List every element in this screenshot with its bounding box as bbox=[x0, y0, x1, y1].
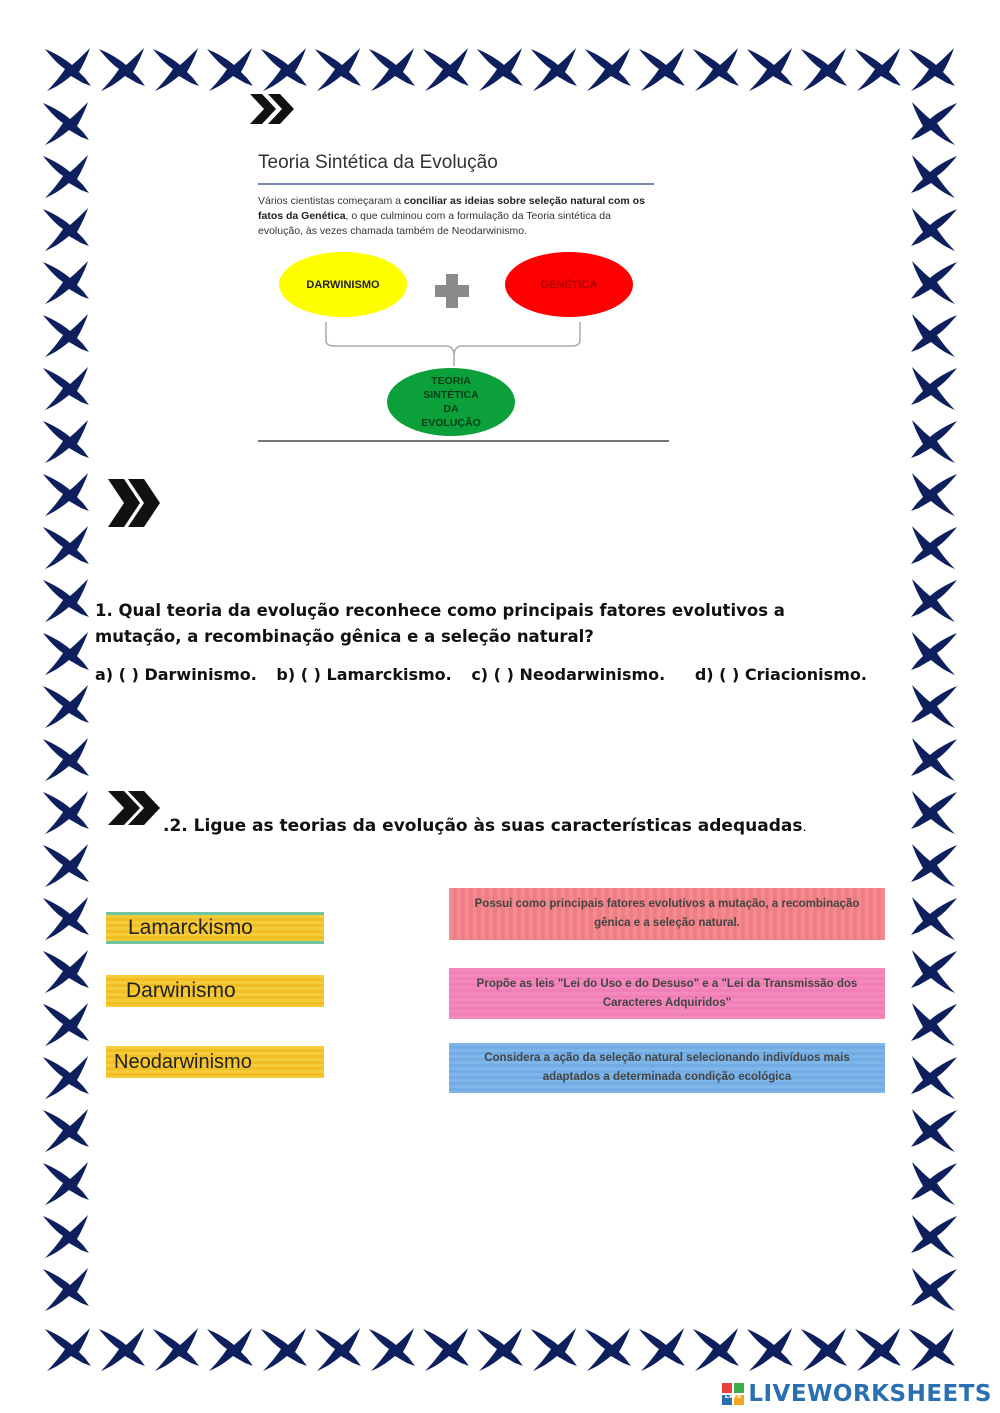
swallow-bird-icon bbox=[911, 844, 957, 887]
swallow-bird-icon bbox=[43, 1056, 89, 1099]
brace-connector bbox=[320, 320, 588, 370]
swallow-bird-icon bbox=[911, 1215, 957, 1258]
swallow-bird-icon bbox=[43, 1003, 89, 1046]
swallow-bird-icon bbox=[43, 632, 89, 675]
option-a[interactable]: a) ( ) Darwinismo. bbox=[95, 665, 257, 684]
chevron-bullet-top bbox=[248, 92, 296, 126]
swallow-bird-icon bbox=[585, 1328, 631, 1371]
description-lamarckismo[interactable]: Propõe as leis "Lei do Uso e do Desuso" e a "Lei da Transmissão dos Caracteres Adquiridos" bbox=[449, 968, 885, 1019]
swallow-bird-icon bbox=[153, 1328, 199, 1371]
swallow-bird-icon bbox=[639, 1328, 685, 1371]
swallow-bird-icon bbox=[261, 48, 307, 91]
theory-lamarckismo[interactable]: Lamarckismo bbox=[106, 912, 324, 944]
liveworksheets-brand: LIVEWORKSHEETS bbox=[748, 1381, 992, 1407]
swallow-bird-icon bbox=[315, 1328, 361, 1371]
swallow-bird-icon bbox=[911, 473, 957, 516]
swallow-bird-icon bbox=[911, 632, 957, 675]
swallow-bird-icon bbox=[693, 1328, 739, 1371]
swallow-bird-icon bbox=[315, 48, 361, 91]
swallow-bird-icon bbox=[911, 102, 957, 145]
swallow-bird-icon bbox=[585, 48, 631, 91]
description-neodarwinismo[interactable]: Possui como principais fatores evolutivos a mutação, a recombinação gênica e a seleção natural. bbox=[449, 888, 885, 940]
swallow-bird-icon bbox=[43, 367, 89, 410]
swallow-bird-icon bbox=[43, 102, 89, 145]
swallow-bird-icon bbox=[43, 261, 89, 304]
swallow-bird-icon bbox=[911, 738, 957, 781]
swallow-bird-icon bbox=[911, 950, 957, 993]
lws-badge-icon bbox=[722, 1383, 744, 1405]
svg-text:LWS: LWS bbox=[724, 1392, 742, 1400]
swallow-bird-icon bbox=[43, 526, 89, 569]
swallow-bird-icon bbox=[911, 526, 957, 569]
infographic-rule bbox=[258, 183, 654, 185]
swallow-bird-icon bbox=[153, 48, 199, 91]
swallow-bird-icon bbox=[531, 48, 577, 91]
swallow-bird-icon bbox=[639, 48, 685, 91]
swallow-bird-icon bbox=[911, 420, 957, 463]
swallow-bird-icon bbox=[43, 844, 89, 887]
swallow-bird-icon bbox=[909, 1328, 955, 1371]
swallow-bird-icon bbox=[43, 579, 89, 622]
liveworksheets-logo bbox=[722, 1381, 992, 1407]
swallow-bird-icon bbox=[207, 1328, 253, 1371]
option-b[interactable]: b) ( ) Lamarckismo. bbox=[276, 665, 452, 684]
double-chevron-icon bbox=[106, 475, 162, 531]
swallow-bird-icon bbox=[911, 1162, 957, 1205]
swallow-bird-icon bbox=[477, 1328, 523, 1371]
question-1-options bbox=[95, 665, 881, 684]
swallow-bird-icon bbox=[801, 48, 847, 91]
swallow-bird-icon bbox=[43, 1215, 89, 1258]
swallow-bird-icon bbox=[911, 579, 957, 622]
plus-icon bbox=[433, 272, 471, 310]
swallow-bird-icon bbox=[911, 1109, 957, 1152]
swallow-bird-icon bbox=[207, 48, 253, 91]
infographic-bottom-rule bbox=[258, 440, 669, 442]
swallow-bird-icon bbox=[911, 1003, 957, 1046]
theory-neodarwinismo[interactable]: Neodarwinismo bbox=[106, 1046, 324, 1078]
swallow-bird-icon bbox=[747, 48, 793, 91]
oval-teoria-sintetica: TEORIA SINTÉTICA DA EVOLUÇÃO bbox=[387, 368, 515, 436]
oval-darwinismo: DARWINISMO bbox=[279, 252, 407, 317]
option-d[interactable]: d) ( ) Criacionismo. bbox=[694, 665, 867, 684]
swallow-bird-icon bbox=[423, 1328, 469, 1371]
swallow-bird-icon bbox=[99, 48, 145, 91]
swallow-bird-icon bbox=[43, 420, 89, 463]
swallow-bird-icon bbox=[855, 1328, 901, 1371]
swallow-bird-icon bbox=[855, 48, 901, 91]
swallow-bird-icon bbox=[423, 48, 469, 91]
swallow-bird-icon bbox=[43, 791, 89, 834]
swallow-bird-icon bbox=[531, 1328, 577, 1371]
question-1-text: 1. Qual teoria da evolução reconhece como principais fatores evolutivos a mutação, a recombinação gênica e a seleção natural? bbox=[95, 601, 785, 646]
swallow-bird-icon bbox=[261, 1328, 307, 1371]
double-chevron-icon bbox=[106, 789, 162, 827]
swallow-bird-icon bbox=[911, 791, 957, 834]
swallow-bird-icon bbox=[43, 685, 89, 728]
swallow-bird-icon bbox=[911, 1056, 957, 1099]
swallow-bird-icon bbox=[747, 1328, 793, 1371]
swallow-bird-icon bbox=[369, 1328, 415, 1371]
question-2-text: .2. Ligue as teorias da evolução às suas características adequadas. bbox=[163, 816, 807, 836]
swallow-bird-icon bbox=[911, 208, 957, 251]
swallow-bird-icon bbox=[43, 738, 89, 781]
swallow-bird-icon bbox=[45, 48, 91, 91]
swallow-bird-icon bbox=[693, 48, 739, 91]
oval-genetica: GENÉTICA bbox=[505, 252, 633, 317]
swallow-bird-icon bbox=[911, 367, 957, 410]
infographic-title: Teoria Sintética da Evolução bbox=[258, 152, 498, 173]
swallow-bird-icon bbox=[43, 1109, 89, 1152]
swallow-bird-icon bbox=[911, 314, 957, 357]
swallow-bird-icon bbox=[911, 261, 957, 304]
description-darwinismo[interactable]: Considera a ação da seleção natural selecionando indivíduos mais adaptados a determinada condição ecológica bbox=[449, 1043, 885, 1093]
swallow-bird-icon bbox=[99, 1328, 145, 1371]
option-c[interactable]: c) ( ) Neodarwinismo. bbox=[471, 665, 666, 684]
swallow-bird-icon bbox=[911, 897, 957, 940]
bird-border-icons bbox=[43, 48, 957, 1371]
swallow-bird-icon bbox=[43, 1268, 89, 1311]
infographic-text: Vários cientistas começaram a conciliar as ideias sobre seleção natural com os fatos da Genética, o que culminou com a formulação da Teoria sintética da evolução, às vezes chamada também de Neodarwinismo. bbox=[258, 195, 645, 237]
swallow-bird-icon bbox=[43, 208, 89, 251]
swallow-bird-icon bbox=[45, 1328, 91, 1371]
swallow-bird-icon bbox=[43, 473, 89, 516]
swallow-bird-icon bbox=[477, 48, 523, 91]
swallow-bird-icon bbox=[43, 897, 89, 940]
swallow-bird-icon bbox=[369, 48, 415, 91]
swallow-bird-icon bbox=[43, 950, 89, 993]
swallow-bird-icon bbox=[911, 685, 957, 728]
swallow-bird-icon bbox=[909, 48, 955, 91]
swallow-bird-icon bbox=[43, 314, 89, 357]
swallow-bird-icon bbox=[43, 1162, 89, 1205]
swallow-bird-icon bbox=[911, 1268, 957, 1311]
swallow-bird-icon bbox=[911, 155, 957, 198]
swallow-bird-icon bbox=[801, 1328, 847, 1371]
theory-darwinismo[interactable]: Darwinismo bbox=[106, 975, 324, 1007]
swallow-bird-icon bbox=[43, 155, 89, 198]
